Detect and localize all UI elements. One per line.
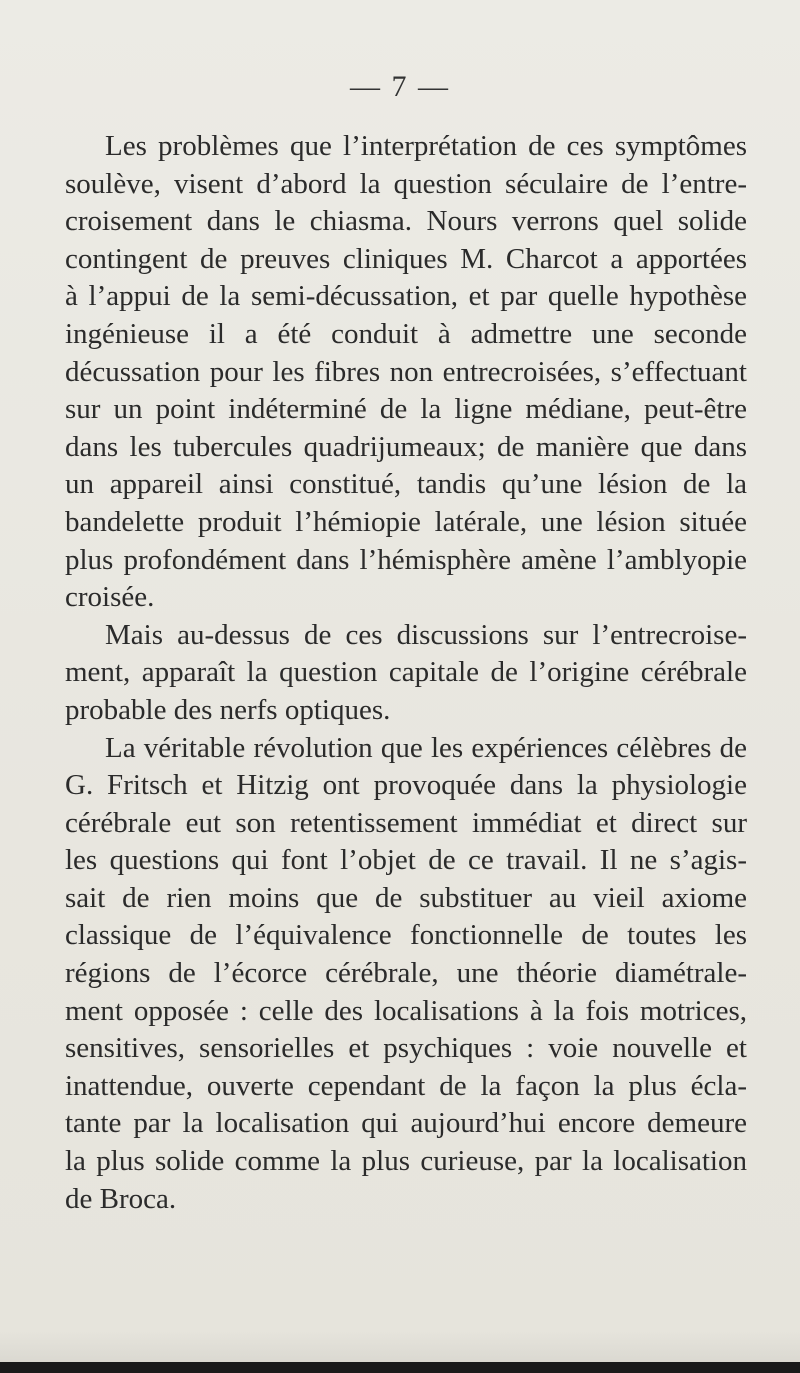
text-line: sait de rien moins que de substituer au vieil axiome	[65, 881, 747, 914]
page-number: — 7 —	[350, 70, 450, 103]
text-line: les questions qui font l’objet de ce travail. Il ne s’agis-	[65, 844, 747, 877]
text-line: inattendue, ouverte cependant de la façon la plus écla-	[65, 1069, 747, 1102]
text-line: ment opposée : celle des localisations à la fois motrices,	[65, 994, 747, 1027]
scan-edge-band	[0, 1362, 800, 1373]
text-line: ment, apparaît la question capitale de l’origine cérébrale	[65, 656, 747, 689]
text-line: tante par la localisation qui aujourd’hui encore demeure	[65, 1107, 747, 1140]
text-line: Mais au-dessus de ces discussions sur l’entrecroise-	[105, 618, 747, 651]
text-line: cérébrale eut son retentissement immédiat et direct sur	[65, 806, 747, 839]
text-line: décussation pour les fibres non entrecroisées, s’effectuant	[65, 355, 747, 388]
text-line: bandelette produit l’hémiopie latérale, une lésion située	[65, 505, 747, 538]
paragraph-2	[65, 617, 747, 730]
text-line: plus profondément dans l’hémisphère amène l’amblyopie	[65, 543, 747, 576]
text-line: probable des nerfs optiques.	[65, 693, 391, 726]
text-line: croisement dans le chiasma. Nours verrons quel solide	[65, 205, 747, 238]
text-line: soulève, visent d’abord la question séculaire de l’entre-	[65, 167, 747, 200]
text-line: sensitives, sensorielles et psychiques : voie nouvelle et	[65, 1032, 747, 1065]
text-line: un appareil ainsi constitué, tandis qu’une lésion de la	[65, 468, 747, 501]
text-line: classique de l’équivalence fonctionnelle de toutes les	[65, 919, 747, 952]
text-line: contingent de preuves cliniques M. Charcot a apportées	[65, 242, 747, 275]
paragraph-1	[65, 128, 747, 617]
paragraph-3	[65, 730, 747, 1219]
body-text	[65, 128, 747, 1218]
text-line: dans les tubercules quadrijumeaux; de manière que dans	[65, 430, 747, 463]
text-line: sur un point indéterminé de la ligne médiane, peut-être	[65, 393, 747, 426]
text-line: de Broca.	[65, 1182, 177, 1215]
text-line: Les problèmes que l’interprétation de ces symptômes	[105, 130, 747, 162]
text-line: La véritable révolution que les expériences célèbres de	[105, 731, 747, 764]
page-bottom-shadow	[0, 1330, 800, 1362]
text-line: la plus solide comme la plus curieuse, par la localisation	[65, 1145, 747, 1178]
text-line: ingénieuse il a été conduit à admettre une seconde	[65, 317, 747, 350]
text-line: G. Fritsch et Hitzig ont provoquée dans la physiologie	[65, 769, 747, 802]
text-line: croisée.	[65, 581, 155, 614]
text-line: à l’appui de la semi-décussation, et par quelle hypothèse	[65, 280, 747, 313]
text-line: régions de l’écorce cérébrale, une théorie diamétrale-	[65, 957, 747, 990]
